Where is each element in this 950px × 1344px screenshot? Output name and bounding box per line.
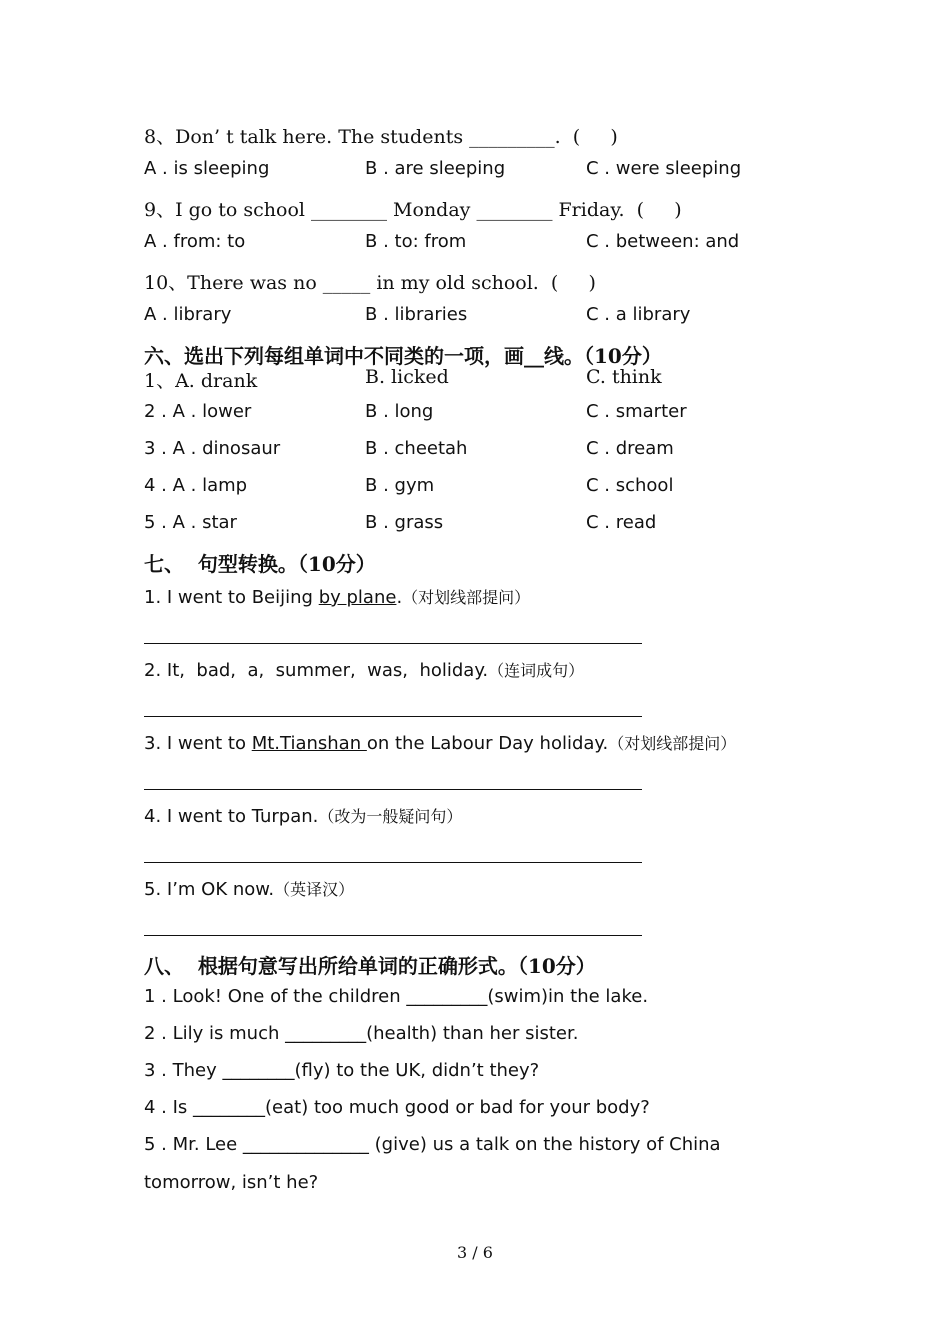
s7-item-3-text: 3. I went to — [144, 733, 252, 754]
answer-line-3 — [144, 789, 642, 790]
s7-item-3-post: on the Labour Day holiday. — [366, 733, 609, 754]
answer-line-2 — [144, 716, 642, 717]
s8-item-5: 5 . Mr. Lee ______________ (give) us a talk on the history of China — [144, 1134, 721, 1155]
s6-row1-a: 1、A. drank — [144, 370, 258, 392]
s7-item-2 — [144, 658, 584, 681]
s8-item-5-cont: tomorrow, isn’t he? — [144, 1172, 319, 1193]
option-9c: C . between: and — [586, 231, 740, 252]
answer-line-4 — [144, 862, 642, 863]
section-8-title: 八、 根据句意写出所给单词的正确形式。（10分） — [144, 954, 596, 978]
s6-row4-b: B . gym — [365, 475, 435, 496]
s7-item-3-note: （对划线部提问） — [608, 734, 737, 753]
s6-row2-c: C . smarter — [586, 401, 687, 422]
section-6-title: 六、选出下列每组单词中不同类的一项，画__线。（10分） — [144, 344, 662, 368]
s7-item-1-post: . — [396, 587, 403, 608]
option-10c: C . a library — [586, 304, 691, 325]
s7-item-5 — [144, 877, 354, 900]
s6-row4-c: C . school — [586, 475, 674, 496]
s8-item-2: 2 . Lily is much _________(health) than her sister. — [144, 1023, 579, 1044]
question-10: 10、There was no _____ in my old school. ( ) — [144, 272, 596, 294]
s7-item-2-note: （连词成句） — [488, 661, 585, 680]
s7-item-2-text: 2. It, bad, a, summer, was, holiday. — [144, 660, 489, 681]
s7-item-5-note: （英译汉） — [274, 880, 355, 899]
question-8: 8、Don’ t talk here. The students _________. ( ) — [144, 126, 618, 148]
option-10b: B . libraries — [365, 304, 468, 325]
s6-row3-b: B . cheetah — [365, 438, 468, 459]
option-9b: B . to: from — [365, 231, 467, 252]
s6-row1-b: B. licked — [365, 366, 449, 388]
s6-row5-b: B . grass — [365, 512, 444, 533]
s7-item-1-note: （对划线部提问） — [402, 588, 531, 607]
s6-row5-a: 5 . A . star — [144, 512, 237, 533]
s7-item-4-note: （改为一般疑问句） — [318, 807, 463, 826]
s6-row4-a: 4 . A . lamp — [144, 475, 248, 496]
s6-row2-b: B . long — [365, 401, 434, 422]
s8-item-3: 3 . They ________(fly) to the UK, didn’t they? — [144, 1060, 540, 1081]
s7-item-1-text: 1. I went to Beijing — [144, 587, 319, 608]
option-8c: C . were sleeping — [586, 158, 742, 179]
s7-item-1-underlined: by plane — [318, 587, 397, 608]
s6-row5-c: C . read — [586, 512, 657, 533]
s7-item-5-text: 5. I’m OK now. — [144, 879, 275, 900]
section-7-title: 七、 句型转换。（10分） — [144, 552, 376, 576]
s6-row1-c: C. think — [586, 366, 662, 388]
s7-item-3 — [144, 731, 736, 754]
option-10a: A . library — [144, 304, 232, 325]
s6-row2-a: 2 . A . lower — [144, 401, 252, 422]
option-9a: A . from: to — [144, 231, 246, 252]
s6-row3-a: 3 . A . dinosaur — [144, 438, 281, 459]
s7-item-4 — [144, 804, 462, 827]
question-9: 9、I go to school ________ Monday ________ Friday. ( ) — [144, 199, 682, 221]
s6-row3-c: C . dream — [586, 438, 674, 459]
s8-item-4: 4 . Is ________(eat) too much good or bad for your body? — [144, 1097, 650, 1118]
s8-item-1: 1 . Look! One of the children _________(swim)in the lake. — [144, 986, 649, 1007]
answer-line-5 — [144, 935, 642, 936]
option-8a: A . is sleeping — [144, 158, 270, 179]
answer-line-1 — [144, 643, 642, 644]
s7-item-3-underlined: Mt.Tianshan — [251, 733, 367, 754]
page-number: 3 / 6 — [457, 1243, 493, 1262]
s7-item-1 — [144, 585, 530, 608]
option-8b: B . are sleeping — [365, 158, 506, 179]
s7-item-4-text: 4. I went to Turpan. — [144, 806, 319, 827]
